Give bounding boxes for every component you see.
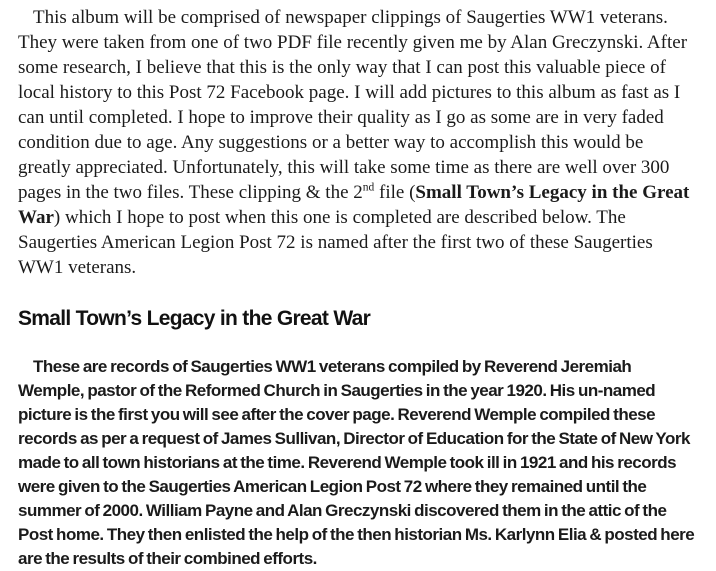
intro-text-after: ) which I hope to post when this one is completed are described below. The Saugerties American Legion Post 72 is named after the first two of these Saugerties WW1 veterans. — [18, 207, 653, 278]
intro-bold-title: Small Town’s Legacy in the Great War — [18, 182, 690, 228]
intro-text-between: file ( — [374, 182, 416, 203]
intro-text-before-superscript: This album will be comprised of newspaper clippings of Saugerties WW1 veterans. They were taken from one of two PDF file recently given me by Alan Greczynski. After some research, I believe that this is the only way that I can post this valuable piece of local history to this Post 72 Facebook page. I will add pictures to this album as fast as I can until completed. I hope to improve their quality as I go as some are in very faded condition due to age. Any suggestions or a better way to accomplish this would be greatly appreciated. Unfortunately, this will take some time as there are well over 300 pages in the two files. These clipping & the 2 — [18, 7, 688, 203]
section-heading: Small Town’s Legacy in the Great War — [18, 307, 371, 330]
intro-paragraph — [18, 5, 698, 280]
section-body-paragraph: These are records of Saugerties WW1 veterans compiled by Reverend Jeremiah Wemple, pastor of the Reformed Church in Saugerties in the year 1920. His un-named picture is the first you will see after the cover page. Reverend Wemple compiled these records as per a request of James Sullivan, Director of Education for the State of New York made to all town historians at the time. Reverend Wemple took ill in 1921 and his records were given to the Saugerties American Legion Post 72 where they remained until the summer of 2000. William Payne and Alan Greczynski discovered them in the attic of the Post home. They then enlisted the help of the then historian Ms. Karlynn Elia & posted here are the results of their combined efforts. — [18, 357, 695, 568]
ordinal-superscript: nd — [362, 181, 375, 194]
